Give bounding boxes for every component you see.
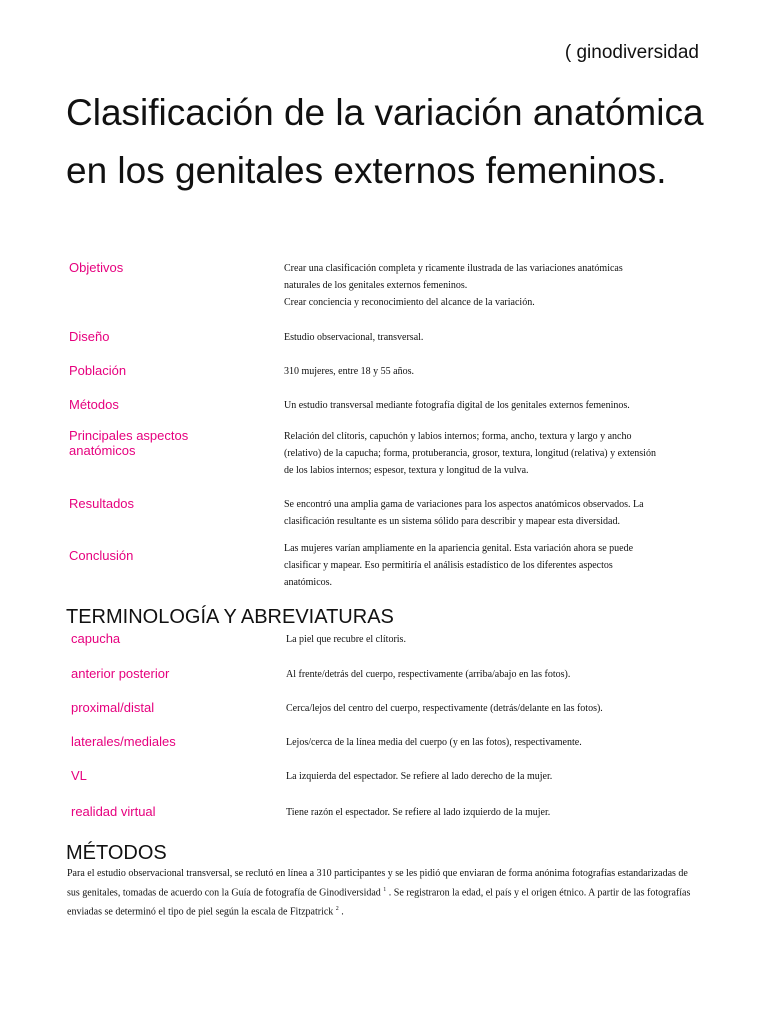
summary-label: Población xyxy=(69,363,127,378)
summary-line: Crear una clasificación completa y ricamente ilustrada de las variaciones anatómicas xyxy=(284,263,623,274)
summary-line: Relación del clítoris, capuchón y labios internos; forma, ancho, textura y largo y ancho xyxy=(284,431,632,442)
term-definition: Lejos/cerca de la línea media del cuerpo (y en las fotos), respectivamente. xyxy=(286,737,582,748)
summary-line: Se encontró una amplia gama de variaciones para los aspectos anatómicos observados. La xyxy=(284,499,644,510)
summary-line: clasificación resultante es un sistema sólido para describir y mapear esta diversidad. xyxy=(284,516,620,527)
term-label: anterior posterior xyxy=(71,666,170,681)
summary-label: Diseño xyxy=(69,329,110,344)
summary-value xyxy=(284,260,694,311)
summary-value xyxy=(284,397,694,414)
summary-line: Crear conciencia y reconocimiento del alcance de la variación. xyxy=(284,297,535,308)
summary-line: anatómicos. xyxy=(284,577,333,588)
summary-value xyxy=(284,540,694,591)
summary-label: Objetivos xyxy=(69,260,124,275)
page-title: Clasificación de la variación anatómica en los genitales externos femeninos. xyxy=(66,92,704,191)
terminology-heading: TERMINOLOGÍA Y ABREVIATURAS xyxy=(66,606,394,628)
methods-text: . Se registraron la edad, el país y el origen étnico. A partir de las fotografías enviadas se determinó el tipo de piel según la escala de Fitzpatrick xyxy=(67,887,691,918)
term-definition: Tiene razón el espectador. Se refiere al lado izquierdo de la mujer. xyxy=(286,807,551,818)
term-definition: La izquierda del espectador. Se refiere al lado derecho de la mujer. xyxy=(286,771,553,782)
summary-line: Las mujeres varían ampliamente en la apariencia genital. Esta variación ahora se puede xyxy=(284,543,634,554)
summary-line: Un estudio transversal mediante fotografía digital de los genitales externos femeninos. xyxy=(284,400,630,411)
summary-label: Resultados xyxy=(69,496,135,511)
term-label: VL xyxy=(71,768,87,783)
summary-value xyxy=(284,428,694,479)
term-definition: Cerca/lejos del centro del cuerpo, respectivamente (detrás/delante en las fotos). xyxy=(286,703,603,714)
brand-logo-text: ( ginodiversidad xyxy=(564,42,699,63)
term-label: proximal/distal xyxy=(71,700,155,715)
methods-text: . xyxy=(341,906,344,918)
summary-line: 310 mujeres, entre 18 y 55 años. xyxy=(284,366,414,377)
summary-line: naturales de los genitales externos femeninos. xyxy=(284,280,468,291)
summary-label: Métodos xyxy=(69,397,119,412)
footnote-ref: 2 xyxy=(335,906,339,913)
term-label: capucha xyxy=(71,631,121,646)
summary-value xyxy=(284,496,694,530)
methods-text: Para el estudio observacional transversal, se reclutó en línea a 310 participantes y se les pidió que enviaran de forma anónima fotografías estandarizadas de sus genitales, tomadas de acuerdo con la Guía de fotografía de Ginodiversidad xyxy=(67,868,688,899)
methods-paragraph xyxy=(67,865,702,921)
summary-value xyxy=(284,363,694,380)
summary-line: clasificar y mapear. Eso permitiría el análisis estadístico de los diferentes aspectos xyxy=(284,560,613,571)
term-definition: La piel que recubre el clítoris. xyxy=(286,634,406,645)
summary-line: Estudio observacional, transversal. xyxy=(284,332,424,343)
term-definition: Al frente/detrás del cuerpo, respectivamente (arriba/abajo en las fotos). xyxy=(286,669,571,680)
footnote-ref: 1 xyxy=(383,887,387,893)
summary-value xyxy=(284,329,694,346)
summary-label: Principales aspectos anatómicos xyxy=(69,428,189,458)
term-label: realidad virtual xyxy=(71,804,156,819)
summary-label: Conclusión xyxy=(69,548,134,563)
summary-line: (relativo) de la capucha; forma, protuberancia, grosor, textura, longitud (relativa) y extensión xyxy=(284,448,656,459)
methods-heading: MÉTODOS xyxy=(66,842,167,864)
summary-line: de los labios internos; espesor, textura y longitud de la vulva. xyxy=(284,465,529,476)
term-label: laterales/mediales xyxy=(71,734,176,749)
